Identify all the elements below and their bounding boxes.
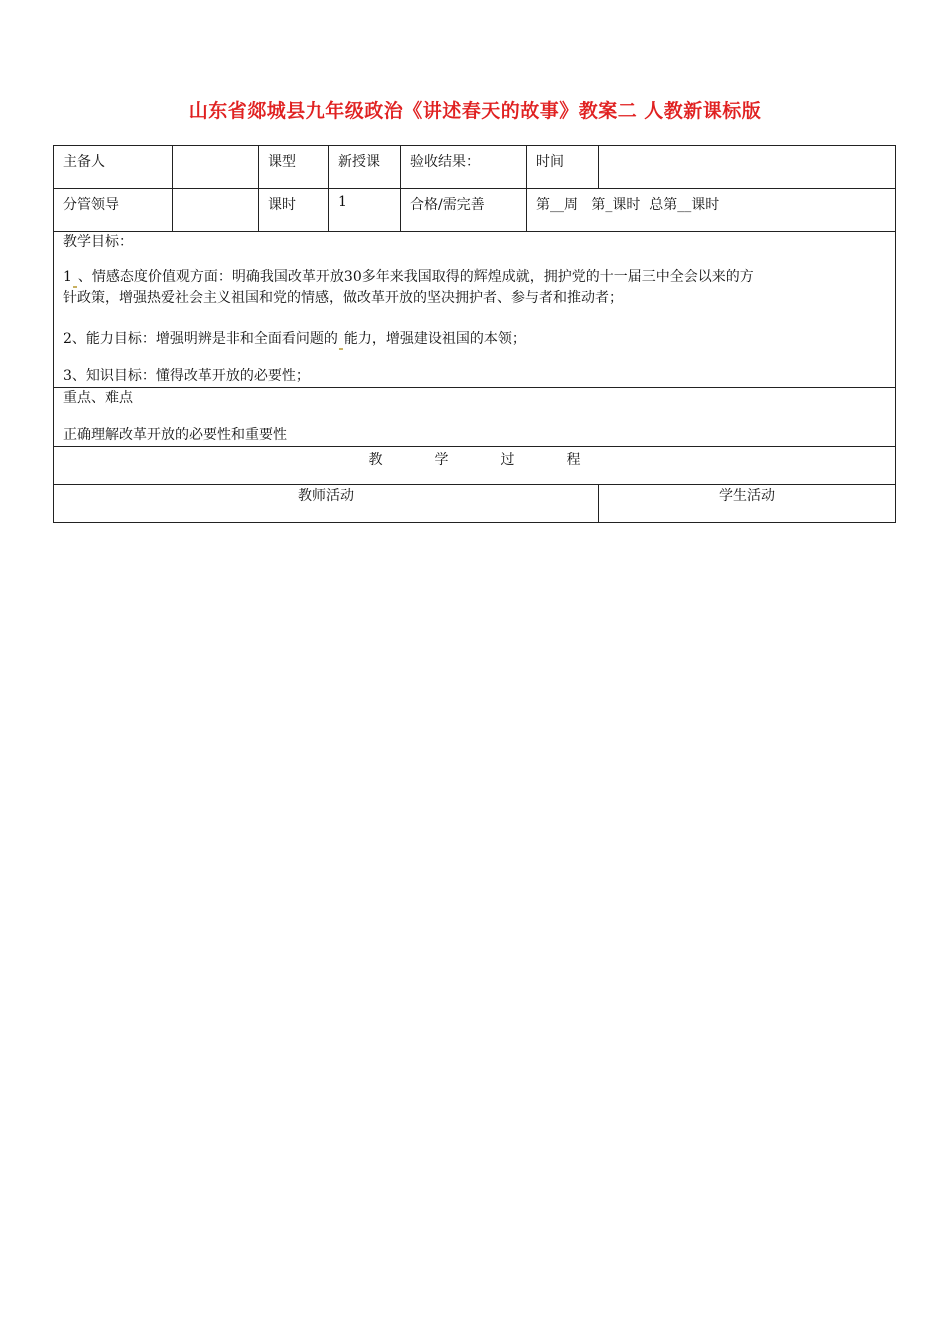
check-result-label: 验收结果： (401, 146, 527, 189)
teacher-activity-header: 教师活动 (54, 485, 599, 523)
class-hours-value: 1 (329, 189, 401, 232)
teaching-process-heading (54, 447, 895, 484)
objective-2-text-b: 能力，增强建设祖国的本领； (343, 331, 526, 347)
key-points-text: 正确理解改革开放的必要性和重要性 (63, 427, 287, 443)
edit-mark-icon (339, 348, 343, 350)
class-hours-label: 课时 (259, 189, 329, 232)
key-points (54, 388, 896, 447)
objectives-row (54, 232, 896, 388)
time-label: 时间 (527, 146, 599, 189)
check-result-value: 合格/需完善 (401, 189, 527, 232)
process-char-1: 教 (368, 452, 383, 468)
objective-2 (63, 329, 895, 350)
process-char-2: 学 (434, 452, 449, 468)
key-points-row (54, 388, 896, 447)
objective-1-text-a: 、情感态度价值观方面：明确我国改革开放30多年来我国取得的辉煌成就，拥护党的十一届三中全会以来的方 (77, 269, 754, 285)
lesson-type-label: 课型 (259, 146, 329, 189)
process-char-4: 程 (566, 452, 581, 468)
process-char-3: 过 (500, 452, 515, 468)
objective-1-number: 1 (63, 269, 72, 285)
header-row-2 (54, 189, 896, 232)
header-row-1 (54, 146, 896, 189)
key-points-heading: 重点、难点 (63, 390, 133, 406)
objectives-heading: 教学目标： (63, 234, 133, 250)
supervisor-value (173, 189, 259, 232)
student-activity-header: 学生活动 (599, 485, 896, 523)
process-header-row (54, 447, 896, 485)
teaching-objectives (54, 232, 896, 388)
lesson-type-value: 新授课 (329, 146, 401, 189)
lesson-plan-table (53, 145, 896, 523)
preparer-value (173, 146, 259, 189)
activity-header-row (54, 485, 896, 523)
document-title: 山东省郯城县九年级政治《讲述春天的故事》教案二 人教新课标版 (188, 100, 762, 122)
objective-1-line-b: 针政策，增强热爱社会主义祖国和党的情感，做改革开放的坚决拥护者、参与者和推动者； (63, 290, 623, 306)
preparer-label: 主备人 (54, 146, 173, 189)
time-value (599, 146, 896, 189)
supervisor-label: 分管领导 (54, 189, 173, 232)
objective-1-line-a (63, 267, 895, 288)
process-header-cell (54, 447, 896, 485)
schedule-text: 第__周 第_课时 总第__课时 (527, 189, 896, 232)
objective-3: 3、知识目标：懂得改革开放的必要性； (63, 368, 310, 384)
objective-2-text-a: 2、能力目标：增强明辨是非和全面看问题的 (63, 331, 338, 347)
